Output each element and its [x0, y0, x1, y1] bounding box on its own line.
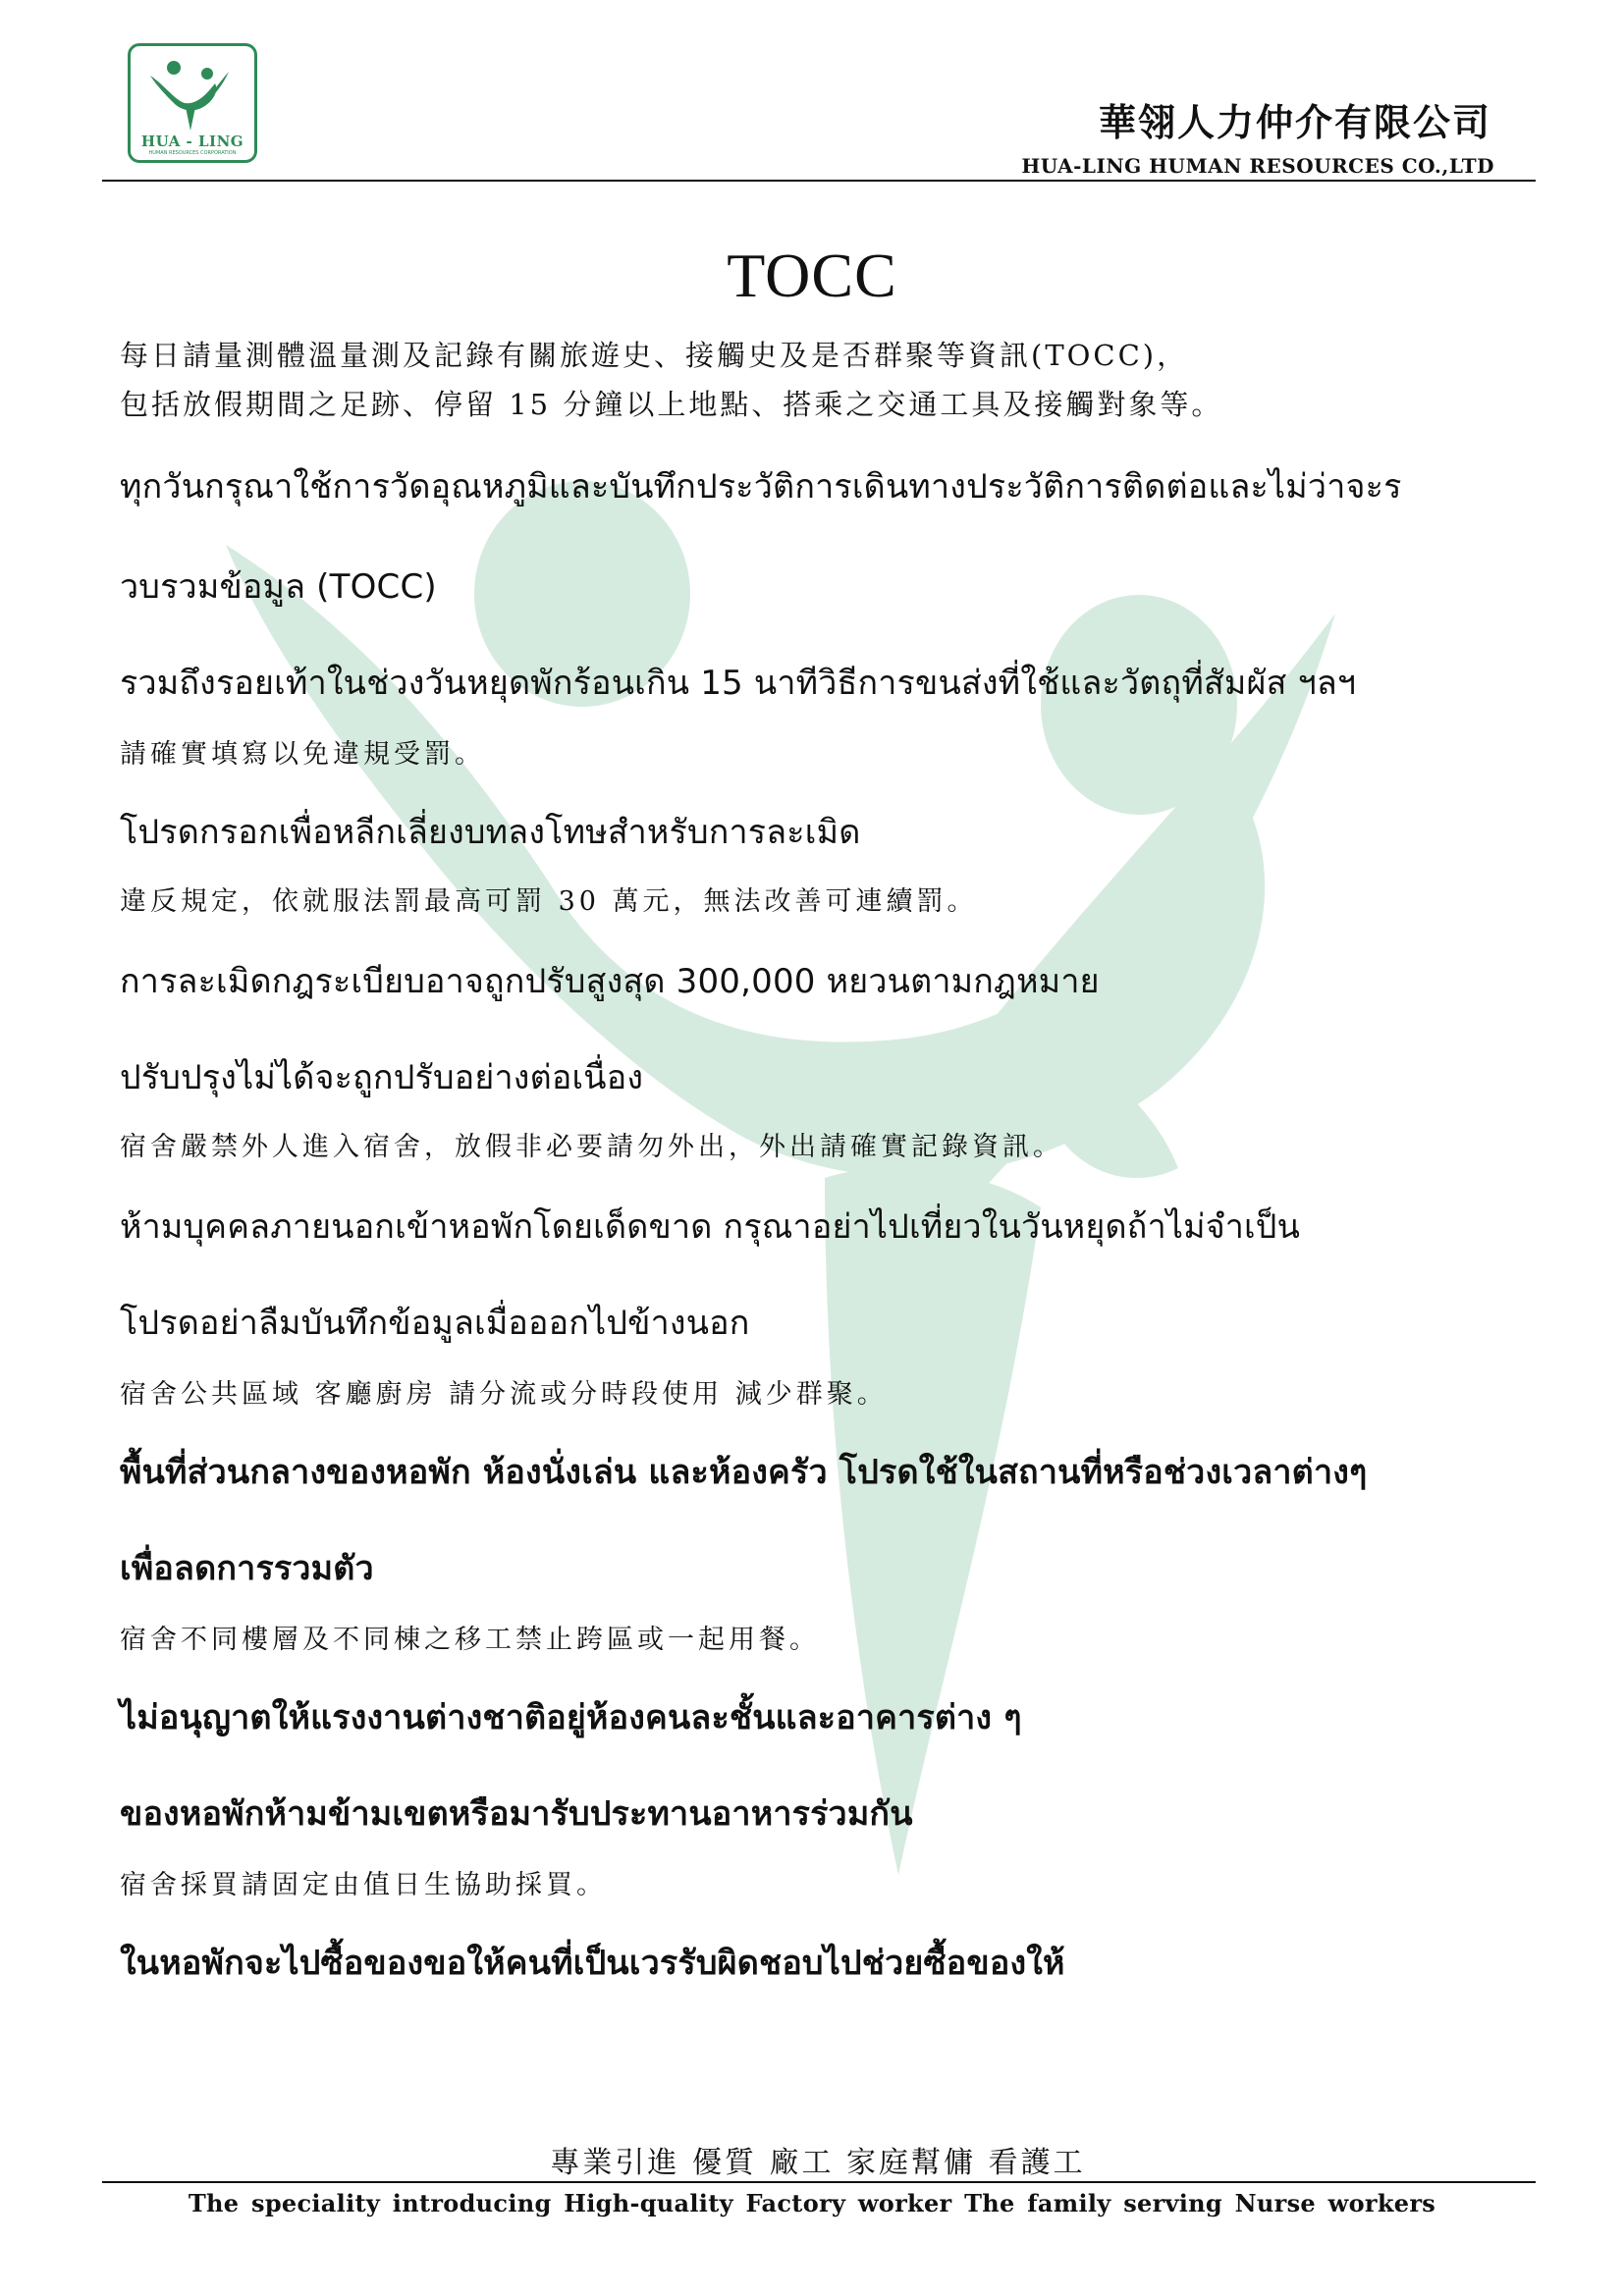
notice-line-th: ทุกวันกรุณาใช้การวัดอุณหภูมิและบันทึกประวัติการเดินทางประวัติการติดต่อและไม่ว่าจะร [120, 467, 1402, 507]
notice-line-th: วบรวมข้อมูล (TOCC) [120, 567, 437, 607]
footer-divider [102, 2181, 1536, 2183]
notice-line-zh: 請確實填寫以免違規受罰。 [120, 739, 485, 770]
notice-line-zh: 包括放假期間之足跡、停留 15 分鐘以上地點、搭乘之交通工具及接觸對象等。 [120, 388, 1223, 421]
notice-line-th: โปรดอย่าลืมบันทึกข้อมูลเมื่อออกไปข้างนอก [120, 1304, 750, 1343]
notice-line-zh: 宿舍採買請固定由值日生協助採買。 [120, 1870, 607, 1900]
notice-line-th: รวมถึงรอยเท้าในช่วงวันหยุดพักร้อนเกิน 15 นาทีวิธีการขนส่งที่ใช้และวัตถุที่สัมผัส ฯลฯ [120, 664, 1357, 703]
notice-line-th: ในหอพักจะไปซื้อของขอให้คนที่เป็นเวรรับผิดชอบไปช่วยซื้อของให้ [120, 1944, 1065, 1983]
notice-line-th: ปรับปรุงไม่ได้จะถูกปรับอย่างต่อเนื่อง [120, 1058, 644, 1097]
notice-line-zh: 宿舍公共區域 客廳廚房 請分流或分時段使用 減少群聚。 [120, 1379, 888, 1410]
notice-line-zh: 宿舍不同樓層及不同棟之移工禁止跨區或一起用餐。 [120, 1625, 820, 1655]
notice-line-th: ไม่อนุญาตให้แรงงานต่างชาติอยู่ห้องคนละชั้นและอาคารต่าง ๆ [120, 1698, 1022, 1737]
notice-line-zh: 每日請量測體溫量測及記錄有關旅遊史、接觸史及是否群聚等資訊(TOCC)， [120, 339, 1189, 372]
page-title: TOCC [727, 240, 897, 310]
notice-line-th: โปรดกรอกเพื่อหลีกเลี่ยงบทลงโทษสำหรับการละเมิด [120, 813, 861, 852]
company-name-english: HUA-LING HUMAN RESOURCES CO.,LTD [1021, 154, 1494, 178]
notice-line-th: เพื่อลดการรวมตัว [120, 1549, 374, 1588]
footer-services-en: The speciality introducing High-quality Factory worker The family serving Nurse workers [188, 2189, 1436, 2217]
logo-text: HUA - LING [140, 133, 244, 150]
notice-line-th: ห้ามบุคคลภายนอกเข้าหอพักโดยเด็ดขาด กรุณาอย่าไปเที่ยวในวันหยุดถ้าไม่จำเป็น [120, 1207, 1301, 1247]
logo-subtext: HUMAN RESOURCES CORPORATION [148, 150, 237, 156]
header-divider [102, 180, 1536, 182]
notice-line-zh: 宿舍嚴禁外人進入宿舍，放假非必要請勿外出，外出請確實記錄資訊。 [120, 1132, 1063, 1162]
footer-services-zh: 專業引進 優質 廠工 家庭幫傭 看護工 [550, 2146, 1086, 2180]
company-name-chinese: 華翎人力仲介有限公司 [1098, 101, 1491, 144]
notice-line-th: ของหอพักห้ามข้ามเขตหรือมารับประทานอาหารร่วมกัน [120, 1794, 913, 1834]
notice-line-th: การละเมิดกฎระเบียบอาจถูกปรับสูงสุด 300,000 หยวนตามกฎหมาย [120, 962, 1100, 1001]
company-logo [128, 43, 257, 163]
people-logo-icon [131, 46, 254, 134]
notice-line-zh: 違反規定，依就服法罰最高可罰 30 萬元，無法改善可連續罰。 [120, 886, 978, 917]
notice-line-th: พื้นที่ส่วนกลางของหอพัก ห้องนั่งเล่น และห้องครัว โปรดใช้ในสถานที่หรือช่วงเวลาต่างๆ [120, 1453, 1368, 1492]
